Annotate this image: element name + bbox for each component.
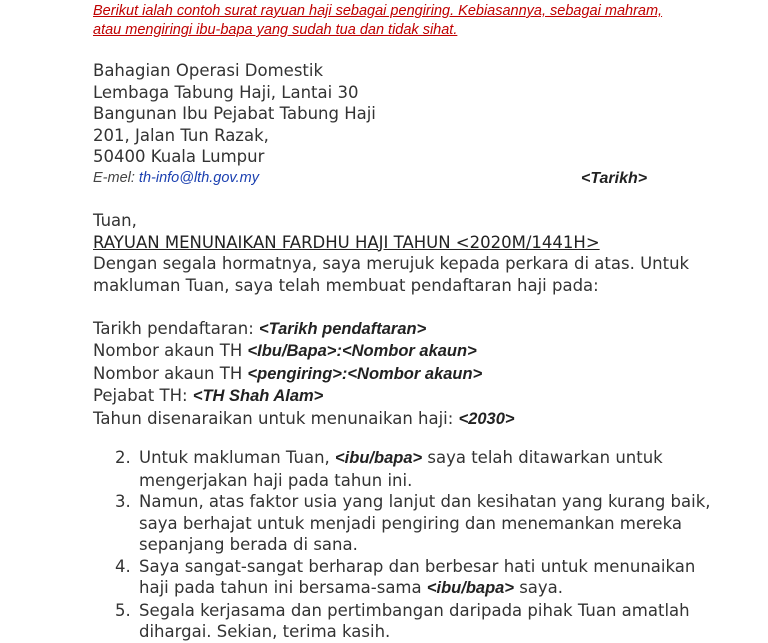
field-label: Nombor akaun TH — [93, 363, 248, 383]
field-placeholder: <TH Shah Alam> — [192, 387, 324, 405]
email-label: E-mel: — [93, 170, 139, 186]
salutation: Tuan, — [93, 211, 137, 230]
field-label: Tahun disenaraikan untuk menunaikan haji: — [93, 408, 459, 428]
field-placeholder: <2030> — [458, 409, 515, 428]
field-placeholder: <pengiring>:<Nombor akaun> — [247, 364, 483, 383]
field-office — [93, 385, 693, 408]
item-text: sepanjang berada di sana. — [139, 535, 358, 554]
list-item — [93, 600, 693, 643]
item-text: saya. — [513, 578, 564, 597]
email-row — [93, 170, 653, 190]
instruction-note — [93, 2, 693, 40]
field-account-companion — [93, 363, 693, 386]
note-line-2: atau mengiringi ibu-bapa yang sudah tua dan tidak sihat. — [93, 22, 458, 38]
item-text: Saya sangat-sangat berharap dan berbesar hati untuk menunaikan — [139, 556, 696, 576]
address-line-4: 201, Jalan Tun Razak, — [93, 125, 269, 145]
address-line-3: Bangunan Ibu Pejabat Tabung Haji — [93, 104, 376, 123]
recipient-address — [93, 60, 376, 168]
item-text: dihargai. Sekian, terima kasih. — [139, 622, 391, 641]
item-text: saya telah ditawarkan untuk — [422, 448, 663, 467]
intro-line-2: makluman Tuan, saya telah membuat pendaftaran haji pada: — [93, 275, 599, 295]
item-text: mengerjakan haji pada tahun ini. — [139, 470, 413, 490]
field-label: Nombor akaun TH — [93, 341, 248, 360]
field-placeholder: <Tarikh pendaftaran> — [259, 319, 427, 338]
list-number: 3. — [115, 492, 131, 511]
field-label: Pejabat TH: — [93, 386, 193, 405]
numbered-list — [93, 447, 711, 643]
list-item — [93, 491, 711, 556]
spacer — [93, 296, 693, 318]
list-number: 4. — [115, 556, 131, 576]
item-text: saya berhajat untuk menjadi pengiring dan menemankan mereka — [139, 513, 682, 533]
address-line-2: Lembaga Tabung Haji, Lantai 30 — [93, 82, 359, 102]
item-placeholder: <ibu/bapa> — [426, 579, 514, 597]
list-number: 5. — [115, 600, 131, 620]
field-listed-year — [93, 408, 693, 431]
field-account-parent — [93, 340, 693, 363]
field-registration-date — [93, 318, 693, 341]
address-line-5: 50400 Kuala Lumpur — [93, 147, 265, 166]
date-placeholder: <Tarikh> — [581, 170, 648, 187]
field-label: Tarikh pendaftaran: — [93, 318, 260, 338]
note-line-1: Berikut ialah contoh surat rayuan haji sebagai pengiring. Kebiasannya, sebagai mahram, — [93, 3, 663, 19]
address-line-1: Bahagian Operasi Domestik — [93, 61, 324, 80]
field-placeholder: <Ibu/Bapa>:<Nombor akaun> — [247, 342, 477, 360]
list-number: 2. — [115, 448, 131, 467]
item-text: haji pada tahun ini bersama-sama — [139, 578, 427, 597]
email-link[interactable]: th-info@lth.gov.my — [138, 170, 259, 186]
letter-body — [93, 210, 693, 430]
list-item — [93, 447, 693, 491]
letter-subject: RAYUAN MENUNAIKAN FARDHU HAJI TAHUN <2020M/1441H> — [93, 232, 600, 252]
item-placeholder: <ibu/bapa> — [335, 449, 423, 467]
item-text: Namun, atas faktor usia yang lanjut dan kesihatan yang kurang baik, — [139, 492, 711, 511]
item-text: Segala kerjasama dan pertimbangan daripada pihak Tuan amatlah — [139, 600, 690, 620]
intro-line-1: Dengan segala hormatnya, saya merujuk kepada perkara di atas. Untuk — [93, 254, 690, 273]
list-item — [93, 556, 696, 600]
item-text: Untuk makluman Tuan, — [139, 448, 336, 467]
